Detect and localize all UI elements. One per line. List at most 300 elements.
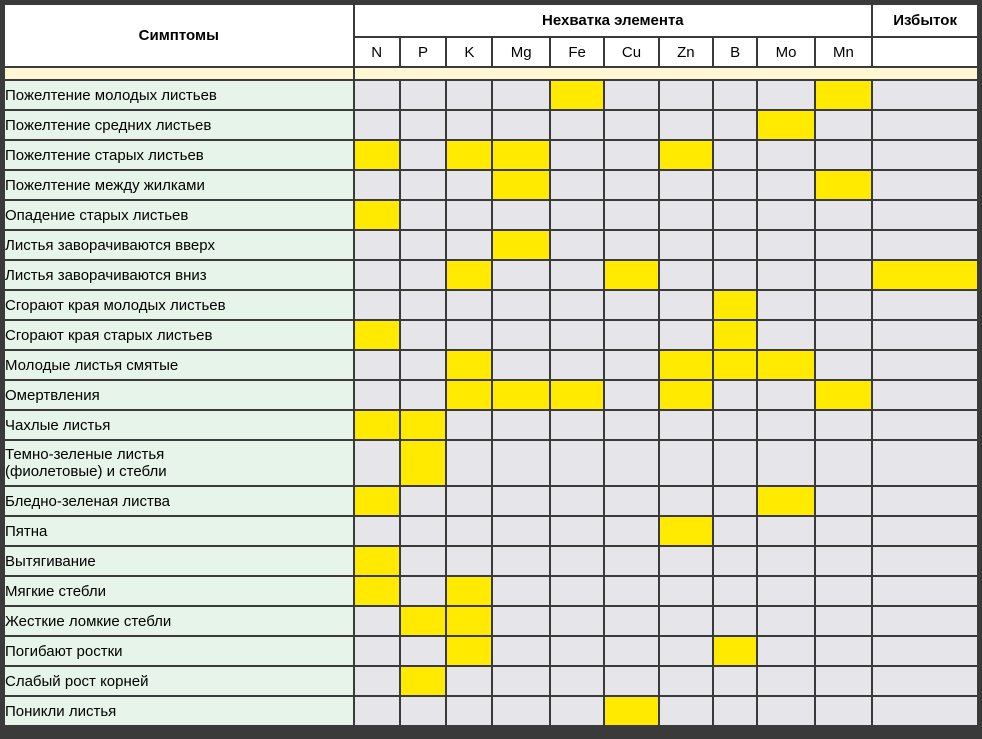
empty-cell [714, 201, 756, 229]
marked-cell [714, 291, 756, 319]
symptom-label-line: Пожелтение средних листьев [5, 116, 212, 134]
empty-cell [551, 261, 603, 289]
empty-cell [447, 667, 491, 695]
empty-cell [355, 231, 399, 259]
empty-cell [401, 261, 445, 289]
empty-cell [401, 201, 445, 229]
symptom-label-line: Мягкие стебли [5, 582, 106, 600]
symptom-label [5, 517, 353, 545]
empty-cell [401, 321, 445, 349]
symptom-label [5, 111, 353, 139]
table-row [5, 171, 977, 199]
empty-cell [714, 607, 756, 635]
symptom-label-line: Листья заворачиваются вниз [5, 266, 207, 284]
empty-cell [873, 291, 977, 319]
empty-cell [493, 81, 548, 109]
element-header: K [447, 38, 491, 66]
table-row [5, 81, 977, 109]
marked-cell [551, 81, 603, 109]
symptom-label [5, 291, 353, 319]
symptom-label [5, 441, 353, 485]
empty-cell [551, 141, 603, 169]
symptom-label [5, 201, 353, 229]
element-header: Zn [660, 38, 712, 66]
marked-cell [355, 577, 399, 605]
marked-cell [660, 381, 712, 409]
table-row [5, 411, 977, 439]
empty-cell [758, 441, 813, 485]
empty-cell [493, 517, 548, 545]
table-row [5, 321, 977, 349]
empty-cell [605, 517, 657, 545]
empty-cell [660, 111, 712, 139]
empty-cell [714, 81, 756, 109]
matrix-body [5, 81, 977, 725]
empty-cell [660, 577, 712, 605]
empty-cell [493, 261, 548, 289]
marked-cell [660, 517, 712, 545]
empty-cell [873, 201, 977, 229]
spacer-cell [5, 68, 353, 79]
empty-cell [758, 667, 813, 695]
empty-cell [493, 411, 548, 439]
empty-cell [401, 577, 445, 605]
symptom-label-line: Слабый рост корней [5, 672, 149, 690]
marked-cell [355, 141, 399, 169]
empty-cell [873, 697, 977, 725]
empty-cell [447, 231, 491, 259]
empty-cell [447, 411, 491, 439]
element-header: P [401, 38, 445, 66]
empty-cell [355, 607, 399, 635]
empty-cell [447, 517, 491, 545]
empty-cell [714, 171, 756, 199]
empty-cell [401, 547, 445, 575]
empty-cell [873, 351, 977, 379]
table-row [5, 487, 977, 515]
empty-cell [758, 261, 813, 289]
empty-cell [605, 141, 657, 169]
marked-cell [401, 411, 445, 439]
empty-cell [605, 487, 657, 515]
empty-cell [816, 291, 871, 319]
empty-cell [605, 171, 657, 199]
empty-cell [714, 231, 756, 259]
table-row [5, 667, 977, 695]
marked-cell [493, 141, 548, 169]
marked-cell [355, 411, 399, 439]
empty-cell [758, 547, 813, 575]
empty-cell [401, 517, 445, 545]
empty-cell [355, 261, 399, 289]
empty-cell [660, 261, 712, 289]
empty-cell [758, 321, 813, 349]
empty-cell [714, 261, 756, 289]
empty-cell [401, 381, 445, 409]
marked-cell [401, 441, 445, 485]
empty-cell [816, 351, 871, 379]
empty-cell [447, 547, 491, 575]
empty-cell [493, 487, 548, 515]
empty-cell [401, 291, 445, 319]
empty-cell [493, 577, 548, 605]
marked-cell [401, 607, 445, 635]
symptom-label-line: Вытягивание [5, 552, 96, 570]
empty-cell [605, 381, 657, 409]
marked-cell [714, 637, 756, 665]
symptom-label-line: Пожелтение между жилками [5, 176, 205, 194]
symptom-label-line: (фиолетовые) и стебли [5, 463, 167, 480]
empty-cell [758, 201, 813, 229]
empty-cell [816, 547, 871, 575]
empty-cell [551, 697, 603, 725]
marked-cell [714, 351, 756, 379]
empty-cell [551, 201, 603, 229]
empty-cell [551, 231, 603, 259]
empty-cell [447, 201, 491, 229]
symptom-label-line: Чахлые листья [5, 416, 111, 434]
empty-cell [493, 667, 548, 695]
marked-cell [758, 351, 813, 379]
empty-cell [816, 487, 871, 515]
table-row [5, 111, 977, 139]
excess-header: Избыток [873, 5, 977, 36]
marked-cell [714, 321, 756, 349]
table-row [5, 351, 977, 379]
marked-cell [493, 171, 548, 199]
marked-cell [758, 111, 813, 139]
symptom-label [5, 697, 353, 725]
empty-cell [816, 697, 871, 725]
table-row [5, 697, 977, 725]
symptom-label [5, 141, 353, 169]
symptom-label-line: Опадение старых листьев [5, 206, 189, 224]
empty-cell [447, 321, 491, 349]
marked-cell [660, 141, 712, 169]
empty-cell [816, 261, 871, 289]
empty-cell [551, 171, 603, 199]
empty-cell [873, 441, 977, 485]
empty-cell [873, 487, 977, 515]
empty-cell [447, 487, 491, 515]
empty-cell [873, 141, 977, 169]
marked-cell [605, 261, 657, 289]
table-row [5, 231, 977, 259]
empty-cell [660, 81, 712, 109]
empty-cell [355, 81, 399, 109]
table-row [5, 441, 977, 485]
empty-cell [758, 637, 813, 665]
empty-cell [355, 517, 399, 545]
empty-cell [605, 321, 657, 349]
empty-cell [758, 517, 813, 545]
symptom-label [5, 381, 353, 409]
empty-cell [873, 517, 977, 545]
empty-cell [660, 411, 712, 439]
empty-cell [401, 637, 445, 665]
empty-cell [605, 547, 657, 575]
marked-cell [493, 231, 548, 259]
empty-cell [660, 607, 712, 635]
element-header: B [714, 38, 756, 66]
empty-cell [816, 441, 871, 485]
marked-cell [816, 381, 871, 409]
empty-cell [873, 381, 977, 409]
empty-cell [551, 607, 603, 635]
empty-cell [660, 201, 712, 229]
empty-cell [714, 411, 756, 439]
empty-cell [758, 171, 813, 199]
marked-cell [447, 351, 491, 379]
empty-cell [401, 351, 445, 379]
symptom-label-line: Сгорают края старых листьев [5, 326, 213, 344]
symptom-label-line: Пожелтение старых листьев [5, 146, 204, 164]
empty-cell [493, 201, 548, 229]
empty-cell [551, 291, 603, 319]
empty-cell [493, 637, 548, 665]
marked-cell [447, 381, 491, 409]
symptom-label [5, 231, 353, 259]
symptom-label [5, 547, 353, 575]
empty-cell [816, 667, 871, 695]
symptom-label [5, 637, 353, 665]
empty-cell [551, 667, 603, 695]
empty-cell [493, 291, 548, 319]
empty-cell [401, 141, 445, 169]
empty-cell [355, 667, 399, 695]
empty-cell [605, 607, 657, 635]
empty-cell [816, 517, 871, 545]
empty-cell [401, 171, 445, 199]
empty-cell [660, 231, 712, 259]
symptom-label [5, 171, 353, 199]
empty-cell [355, 637, 399, 665]
empty-cell [816, 411, 871, 439]
table-row [5, 291, 977, 319]
empty-cell [605, 291, 657, 319]
spacer-cell [355, 68, 977, 79]
empty-cell [493, 111, 548, 139]
empty-cell [758, 141, 813, 169]
empty-cell [714, 441, 756, 485]
empty-cell [605, 111, 657, 139]
empty-cell [605, 81, 657, 109]
table-row [5, 517, 977, 545]
empty-cell [355, 171, 399, 199]
empty-cell [873, 547, 977, 575]
empty-cell [816, 141, 871, 169]
empty-cell [493, 547, 548, 575]
empty-cell [816, 607, 871, 635]
table-row [5, 201, 977, 229]
marked-cell [816, 171, 871, 199]
symptom-label [5, 81, 353, 109]
empty-cell [401, 487, 445, 515]
empty-cell [551, 487, 603, 515]
empty-cell [660, 171, 712, 199]
symptom-label [5, 411, 353, 439]
marked-cell [355, 321, 399, 349]
empty-cell [758, 381, 813, 409]
symptom-label-line: Поникли листья [5, 702, 117, 720]
empty-cell [605, 577, 657, 605]
element-header: Mn [816, 38, 871, 66]
empty-cell [873, 321, 977, 349]
empty-cell [873, 111, 977, 139]
empty-cell [714, 517, 756, 545]
symptoms-header: Симптомы [5, 5, 353, 66]
empty-cell [714, 697, 756, 725]
empty-cell [551, 441, 603, 485]
deficiency-header: Нехватка элемента [355, 5, 872, 36]
empty-cell [873, 607, 977, 635]
symptom-label-line: Омертвления [5, 386, 100, 404]
symptom-label-line: Молодые листья смятые [5, 356, 179, 374]
marked-cell [447, 261, 491, 289]
empty-cell [401, 697, 445, 725]
symptom-label-line: Пятна [5, 522, 48, 540]
empty-cell [355, 111, 399, 139]
empty-cell [447, 111, 491, 139]
marked-cell [355, 487, 399, 515]
empty-cell [758, 81, 813, 109]
empty-cell [447, 441, 491, 485]
empty-cell [447, 697, 491, 725]
empty-cell [714, 577, 756, 605]
element-header: Mg [493, 38, 548, 66]
empty-cell [660, 667, 712, 695]
empty-cell [873, 577, 977, 605]
empty-cell [714, 141, 756, 169]
empty-cell [714, 547, 756, 575]
empty-cell [660, 697, 712, 725]
empty-cell [355, 441, 399, 485]
symptom-label [5, 667, 353, 695]
empty-cell [401, 81, 445, 109]
element-header: Mo [758, 38, 813, 66]
empty-cell [551, 351, 603, 379]
empty-cell [447, 81, 491, 109]
table-row [5, 577, 977, 605]
empty-cell [816, 577, 871, 605]
marked-cell [660, 351, 712, 379]
empty-cell [714, 667, 756, 695]
empty-cell [816, 111, 871, 139]
empty-cell [660, 321, 712, 349]
table-row [5, 547, 977, 575]
symptom-label [5, 321, 353, 349]
symptom-label [5, 487, 353, 515]
empty-cell [493, 607, 548, 635]
empty-cell [873, 667, 977, 695]
marked-cell [551, 381, 603, 409]
symptom-label-line: Темно-зеленые листья [5, 446, 165, 463]
empty-cell [551, 517, 603, 545]
empty-cell [493, 351, 548, 379]
table-row [5, 607, 977, 635]
empty-cell [355, 291, 399, 319]
marked-cell [355, 547, 399, 575]
empty-cell [758, 231, 813, 259]
marked-cell [758, 487, 813, 515]
empty-cell [714, 111, 756, 139]
marked-cell [816, 81, 871, 109]
marked-cell [447, 637, 491, 665]
symptom-label-line: Бледно-зеленая листва [5, 492, 171, 510]
empty-cell [758, 291, 813, 319]
empty-cell [551, 577, 603, 605]
empty-cell [355, 381, 399, 409]
empty-cell [660, 637, 712, 665]
element-header: Fe [551, 38, 603, 66]
empty-cell [660, 291, 712, 319]
marked-cell [355, 201, 399, 229]
empty-cell [873, 81, 977, 109]
empty-cell [873, 231, 977, 259]
symptom-label-line: Жесткие ломкие стебли [5, 612, 172, 630]
marked-cell [873, 261, 977, 289]
marked-cell [447, 141, 491, 169]
empty-cell [816, 637, 871, 665]
empty-cell [714, 487, 756, 515]
empty-cell [493, 441, 548, 485]
empty-cell [551, 321, 603, 349]
empty-cell [551, 547, 603, 575]
symptom-label [5, 261, 353, 289]
marked-cell [401, 667, 445, 695]
marked-cell [605, 697, 657, 725]
empty-cell [758, 697, 813, 725]
empty-cell [758, 577, 813, 605]
symptom-label-line: Пожелтение молодых листьев [5, 86, 217, 104]
empty-cell [401, 231, 445, 259]
empty-cell [714, 381, 756, 409]
empty-cell [551, 411, 603, 439]
table-row [5, 637, 977, 665]
empty-cell [493, 697, 548, 725]
empty-cell [605, 351, 657, 379]
empty-cell [873, 637, 977, 665]
empty-cell [401, 111, 445, 139]
empty-cell [873, 171, 977, 199]
symptom-label [5, 607, 353, 635]
empty-cell [605, 201, 657, 229]
empty-cell [816, 321, 871, 349]
marked-cell [447, 577, 491, 605]
excess-subheader [873, 38, 977, 66]
empty-cell [447, 291, 491, 319]
empty-cell [605, 441, 657, 485]
symptom-matrix [3, 3, 979, 727]
element-header: Cu [605, 38, 657, 66]
empty-cell [551, 111, 603, 139]
symptom-label-line: Погибают ростки [5, 642, 123, 660]
empty-cell [493, 321, 548, 349]
empty-cell [605, 411, 657, 439]
symptom-label [5, 577, 353, 605]
symptom-label-line: Листья заворачиваются вверх [5, 236, 215, 254]
empty-cell [605, 231, 657, 259]
empty-cell [816, 231, 871, 259]
table-row [5, 261, 977, 289]
table-row [5, 141, 977, 169]
empty-cell [660, 487, 712, 515]
marked-cell [447, 607, 491, 635]
empty-cell [660, 547, 712, 575]
empty-cell [873, 411, 977, 439]
empty-cell [605, 667, 657, 695]
empty-cell [758, 411, 813, 439]
